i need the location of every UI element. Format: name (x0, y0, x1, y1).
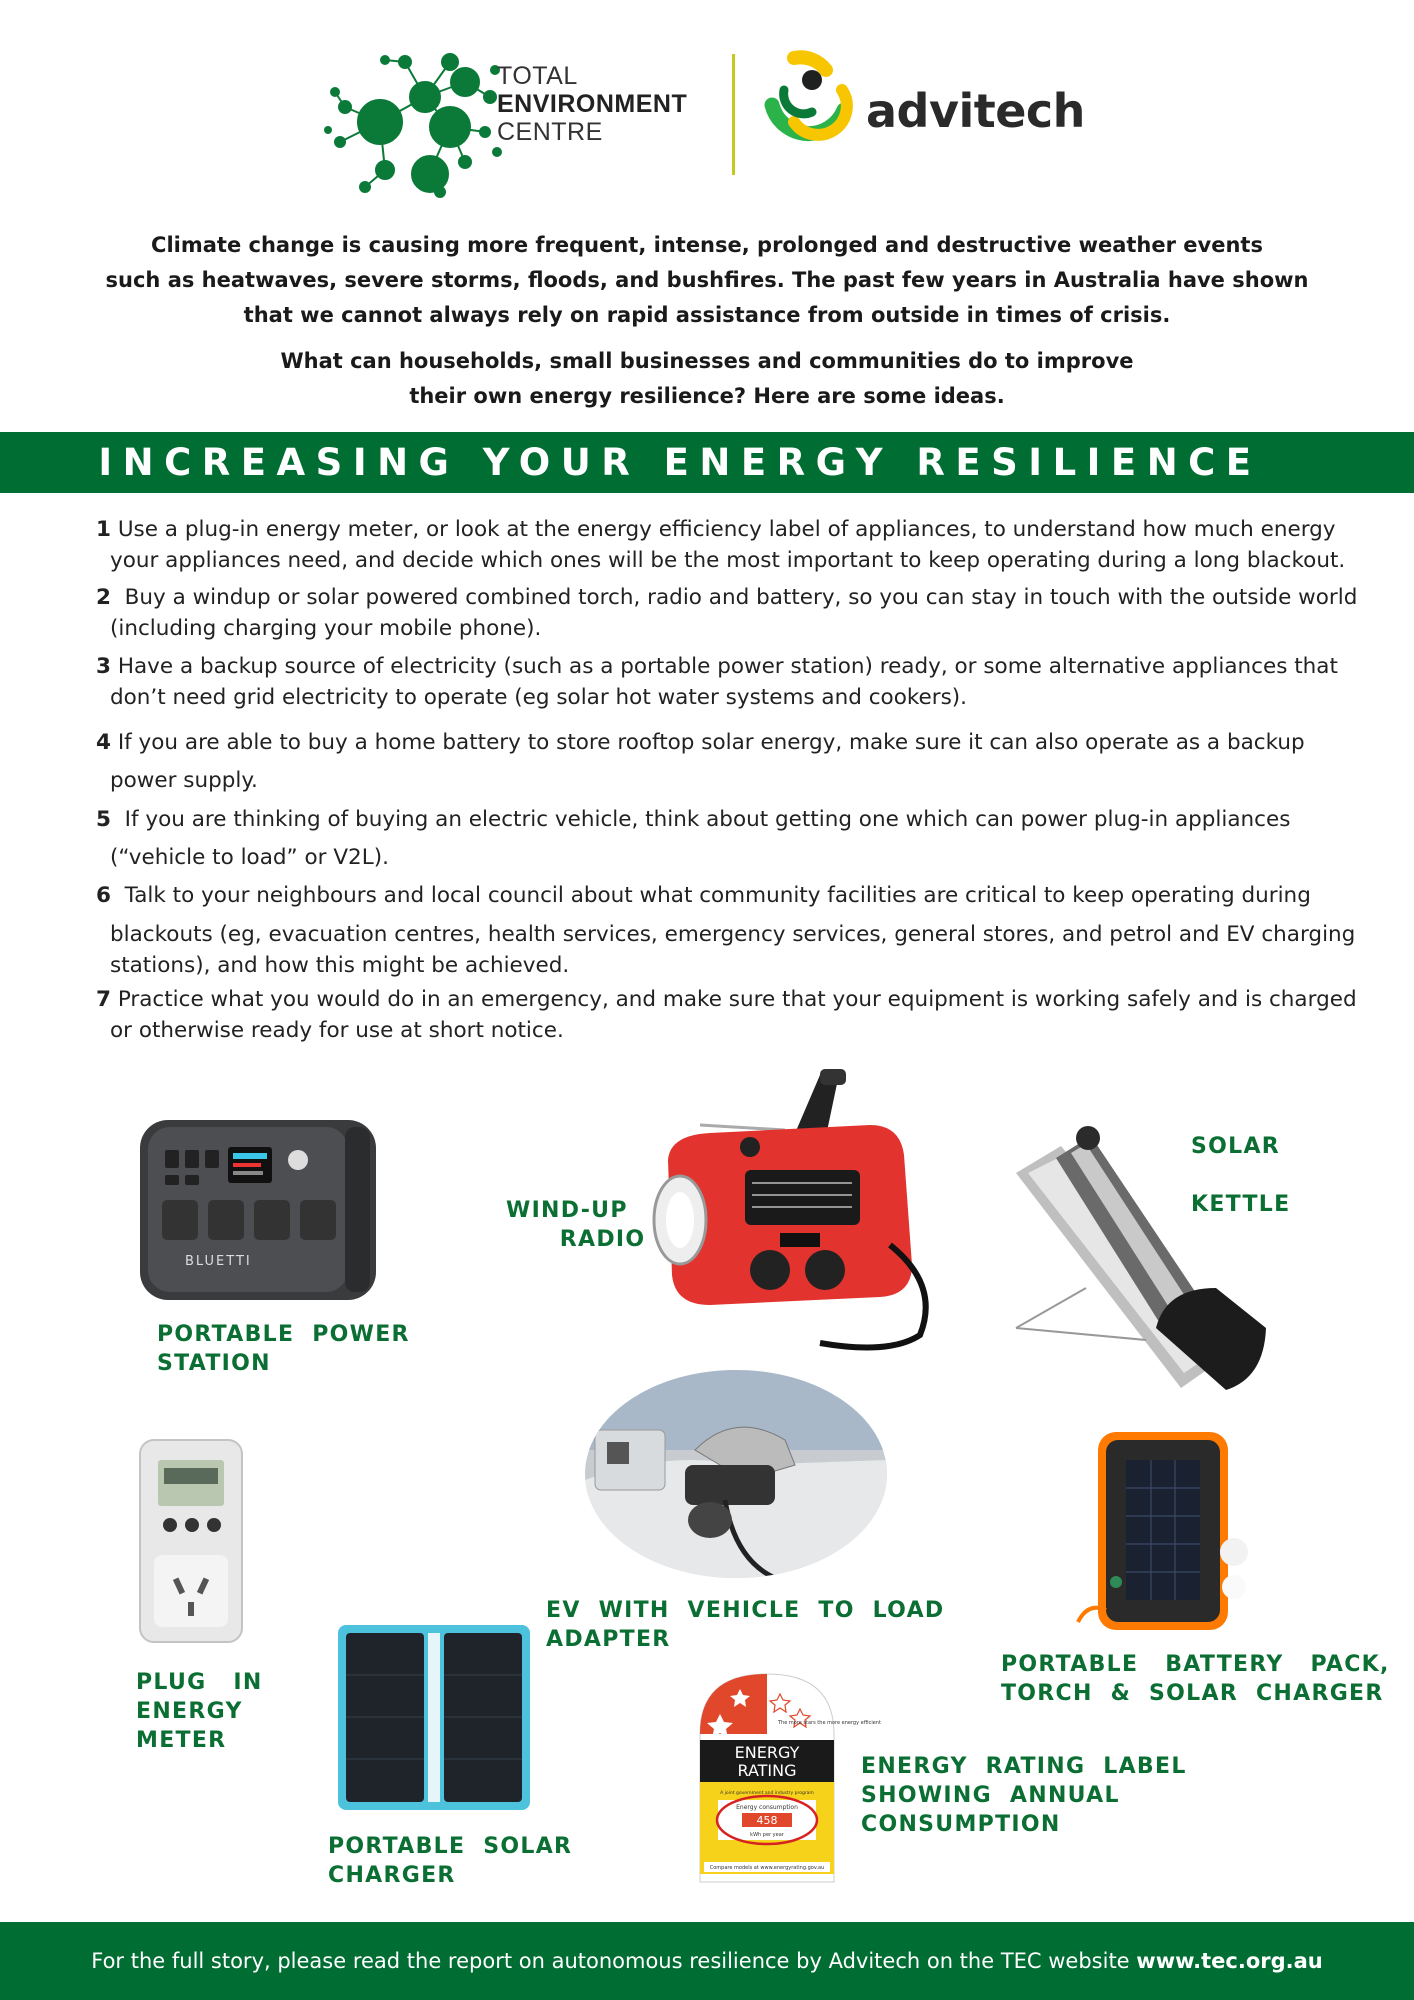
tip-line: Use a plug-in energy meter, or look at the energy efficiency label of appliances, to understand how much energy (117, 517, 1336, 542)
intro-line: Climate change is causing more frequent, intense, prolonged and destructive weather events (151, 233, 1263, 257)
tip-number: 7 (96, 987, 111, 1012)
tip-line: don’t need grid electricity to operate (eg solar hot water systems and cookers). (110, 685, 968, 710)
label-consumption-text: Energy consumption (736, 1804, 798, 1811)
caption-power-station: PORTABLE POWER STATION (157, 1322, 410, 1376)
label-value-text: 458 (756, 1814, 778, 1827)
tip-line: Have a backup source of electricity (such as a portable power station) ready, or some alternative appliances that (117, 654, 1338, 679)
caption-solar-kettle-2: KETTLE (1191, 1192, 1291, 1217)
intro-line: such as heatwaves, severe storms, floods, and bushfires. The past few years in Australia have shown (105, 268, 1309, 292)
tip-line: Practice what you would do in an emergency, and make sure that your equipment is working safely and is charged (117, 987, 1357, 1012)
intro-line: that we cannot always rely on rapid assistance from outside in times of crisis. (243, 303, 1171, 327)
caption-energy-meter: PLUG IN ENERGY METER (136, 1670, 263, 1753)
advitech-swirl-icon (764, 50, 856, 142)
tip-item-5 (96, 801, 1366, 877)
energy-rating-label-image (700, 1674, 881, 1882)
label-title-1: ENERGY (734, 1743, 800, 1762)
wind-up-radio-image (650, 1065, 946, 1353)
intro-paragraph-2 (100, 344, 1314, 414)
caption-solar-charger: PORTABLE SOLAR CHARGER (328, 1834, 573, 1888)
footer-text (0, 1922, 1414, 2000)
tip-number: 1 (96, 517, 111, 542)
tip-line: Buy a windup or solar powered combined torch, radio and battery, so you can stay in touch with the outside world (124, 585, 1358, 610)
footer-link[interactable]: www.tec.org.au (1136, 1949, 1323, 1973)
solar-kettle-image (996, 1118, 1276, 1408)
tip-line: stations), and how this might be achieved. (110, 953, 570, 978)
tip-line: (“vehicle to load” or V2L). (110, 845, 389, 870)
intro-paragraph-1 (100, 228, 1314, 333)
bluetti-brand-text: BLUETTI (185, 1254, 252, 1269)
tec-logo-line2: ENVIRONMENT (497, 90, 688, 118)
battery-pack-image (1078, 1432, 1254, 1630)
tip-item-1 (96, 514, 1366, 576)
tip-line: blackouts (eg, evacuation centres, health services, emergency services, general stores, and petrol and EV charging (110, 922, 1356, 947)
caption-solar-kettle-1: SOLAR (1191, 1134, 1281, 1159)
tip-number: 3 (96, 654, 111, 679)
intro-line: their own energy resilience? Here are some ideas. (409, 384, 1005, 408)
intro-line: What can households, small businesses and communities do to improve (280, 349, 1134, 373)
power-station-image (140, 1115, 376, 1305)
tip-line: power supply. (110, 768, 258, 793)
tip-number: 4 (96, 730, 111, 755)
tec-logo-text (497, 62, 687, 146)
tip-item-2 (96, 582, 1366, 644)
caption-wind-up-radio: WIND-UP RADIO (506, 1198, 646, 1252)
tip-line: (including charging your mobile phone). (110, 616, 542, 641)
tec-logo-line3: CENTRE (497, 118, 603, 146)
label-title-2: RATING (737, 1761, 797, 1780)
caption-energy-label: ENERGY RATING LABEL SHOWING ANNUAL CONSUMPTION (861, 1754, 1187, 1837)
tip-item-6 (96, 877, 1366, 981)
solar-charger-image (338, 1625, 530, 1810)
advitech-logo-text: advitech (866, 84, 1085, 138)
tip-item-4 (96, 724, 1366, 800)
tip-line: or otherwise ready for use at short notice. (110, 1018, 564, 1043)
tip-item-3 (96, 651, 1366, 713)
energy-meter-image (140, 1440, 242, 1642)
label-top-text: The more stars the more energy efficient (778, 1720, 881, 1726)
logo-divider (732, 54, 735, 175)
tip-line: If you are able to buy a home battery to store rooftop solar energy, make sure it can also operate as a backup (117, 730, 1305, 755)
banner-title: INCREASING YOUR ENERGY RESILIENCE (98, 441, 1262, 484)
tip-number: 5 (96, 807, 111, 832)
tec-logo-line1: TOTAL (497, 62, 578, 90)
tip-line: your appliances need, and decide which ones will be the most important to keep operating during a long blackout. (110, 548, 1346, 573)
caption-battery-pack: PORTABLE BATTERY PACK, TORCH & SOLAR CHARGER (1001, 1652, 1390, 1706)
tip-item-7 (96, 984, 1366, 1046)
ev-adapter-image (585, 1370, 888, 1578)
tip-line: Talk to your neighbours and local council about what community facilities are critical to keep operating during (124, 883, 1311, 908)
tip-number: 2 (96, 585, 111, 610)
tip-number: 6 (96, 883, 111, 908)
caption-ev-adapter: EV WITH VEHICLE TO LOAD ADAPTER (546, 1598, 945, 1652)
label-unit-text: kWh per year (750, 1832, 784, 1838)
label-footer-text: Compare models at www.energyrating.gov.au (709, 1865, 825, 1871)
footer-message: For the full story, please read the report on autonomous resilience by Advitech on the TEC website (91, 1949, 1137, 1973)
label-sub-text: A joint government and industry program (720, 1791, 814, 1796)
tip-line: If you are thinking of buying an electric vehicle, think about getting one which can power plug-in appliances (124, 807, 1291, 832)
